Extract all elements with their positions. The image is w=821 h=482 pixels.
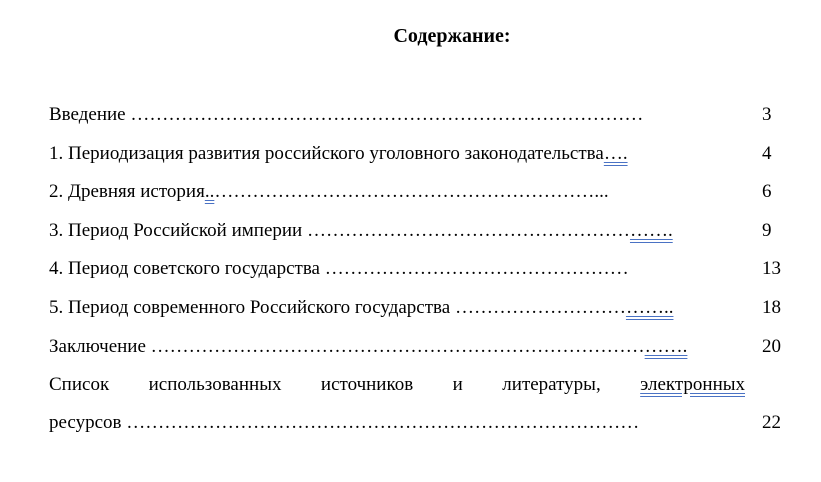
toc-entry-2[interactable]: [49, 180, 609, 204]
toc-entry-3[interactable]: [49, 219, 673, 243]
grammar-underline: …….: [644, 336, 688, 357]
grammar-underline: ….: [603, 143, 628, 164]
toc-word: электронных: [640, 374, 745, 395]
toc-word: Список: [49, 374, 110, 395]
toc-entry-4[interactable]: [49, 257, 629, 281]
page-title: Содержание:: [393, 25, 511, 47]
toc-entry-conclusion[interactable]: [49, 335, 687, 359]
toc-entry-1[interactable]: [49, 142, 628, 166]
toc-page-number: 20: [762, 336, 781, 357]
toc-entry-references-line1[interactable]: [49, 373, 745, 397]
toc-word: и: [452, 374, 463, 395]
toc-entry-text: 1. Периодизация развития российского уголовного законодательства: [49, 143, 604, 164]
toc-word: литературы,: [502, 374, 601, 395]
toc-page-number: 13: [762, 258, 781, 279]
toc-entry-text: 5. Период современного Российского государства ………………………: [49, 297, 626, 318]
toc-page-number: 22: [762, 412, 781, 433]
toc-entry-text: ресурсов ………………………………………………………………………: [49, 412, 640, 433]
grammar-underline: ……..: [625, 297, 674, 318]
toc-page-number: 18: [762, 297, 781, 318]
toc-page-number: 4: [762, 143, 772, 164]
toc-page-number: 6: [762, 181, 772, 202]
toc-entry-text: Введение ………………………………………………………………………: [49, 104, 644, 125]
toc-word: источников: [320, 374, 414, 395]
toc-entry-text: Заключение ……………………………………………………………………: [49, 336, 645, 357]
grammar-underline: …….: [629, 220, 673, 241]
toc-entry-introduction[interactable]: [49, 103, 643, 127]
toc-page-number: 9: [762, 220, 772, 241]
toc-entry-references-line2[interactable]: [49, 411, 639, 435]
toc-entry-text: 2. Древняя история: [49, 181, 205, 202]
toc-page-number: 3: [762, 104, 772, 125]
toc-entry-text: 3. Период Российской империи ……………………………………………: [49, 220, 630, 241]
toc-entry-dots: ……………………………………………………...: [214, 181, 609, 202]
toc-word: использованных: [148, 374, 282, 395]
grammar-underline: ..: [204, 181, 215, 202]
toc-entry-text: 4. Период советского государства …………………………………………: [49, 258, 629, 279]
toc-entry-5[interactable]: [49, 296, 673, 320]
